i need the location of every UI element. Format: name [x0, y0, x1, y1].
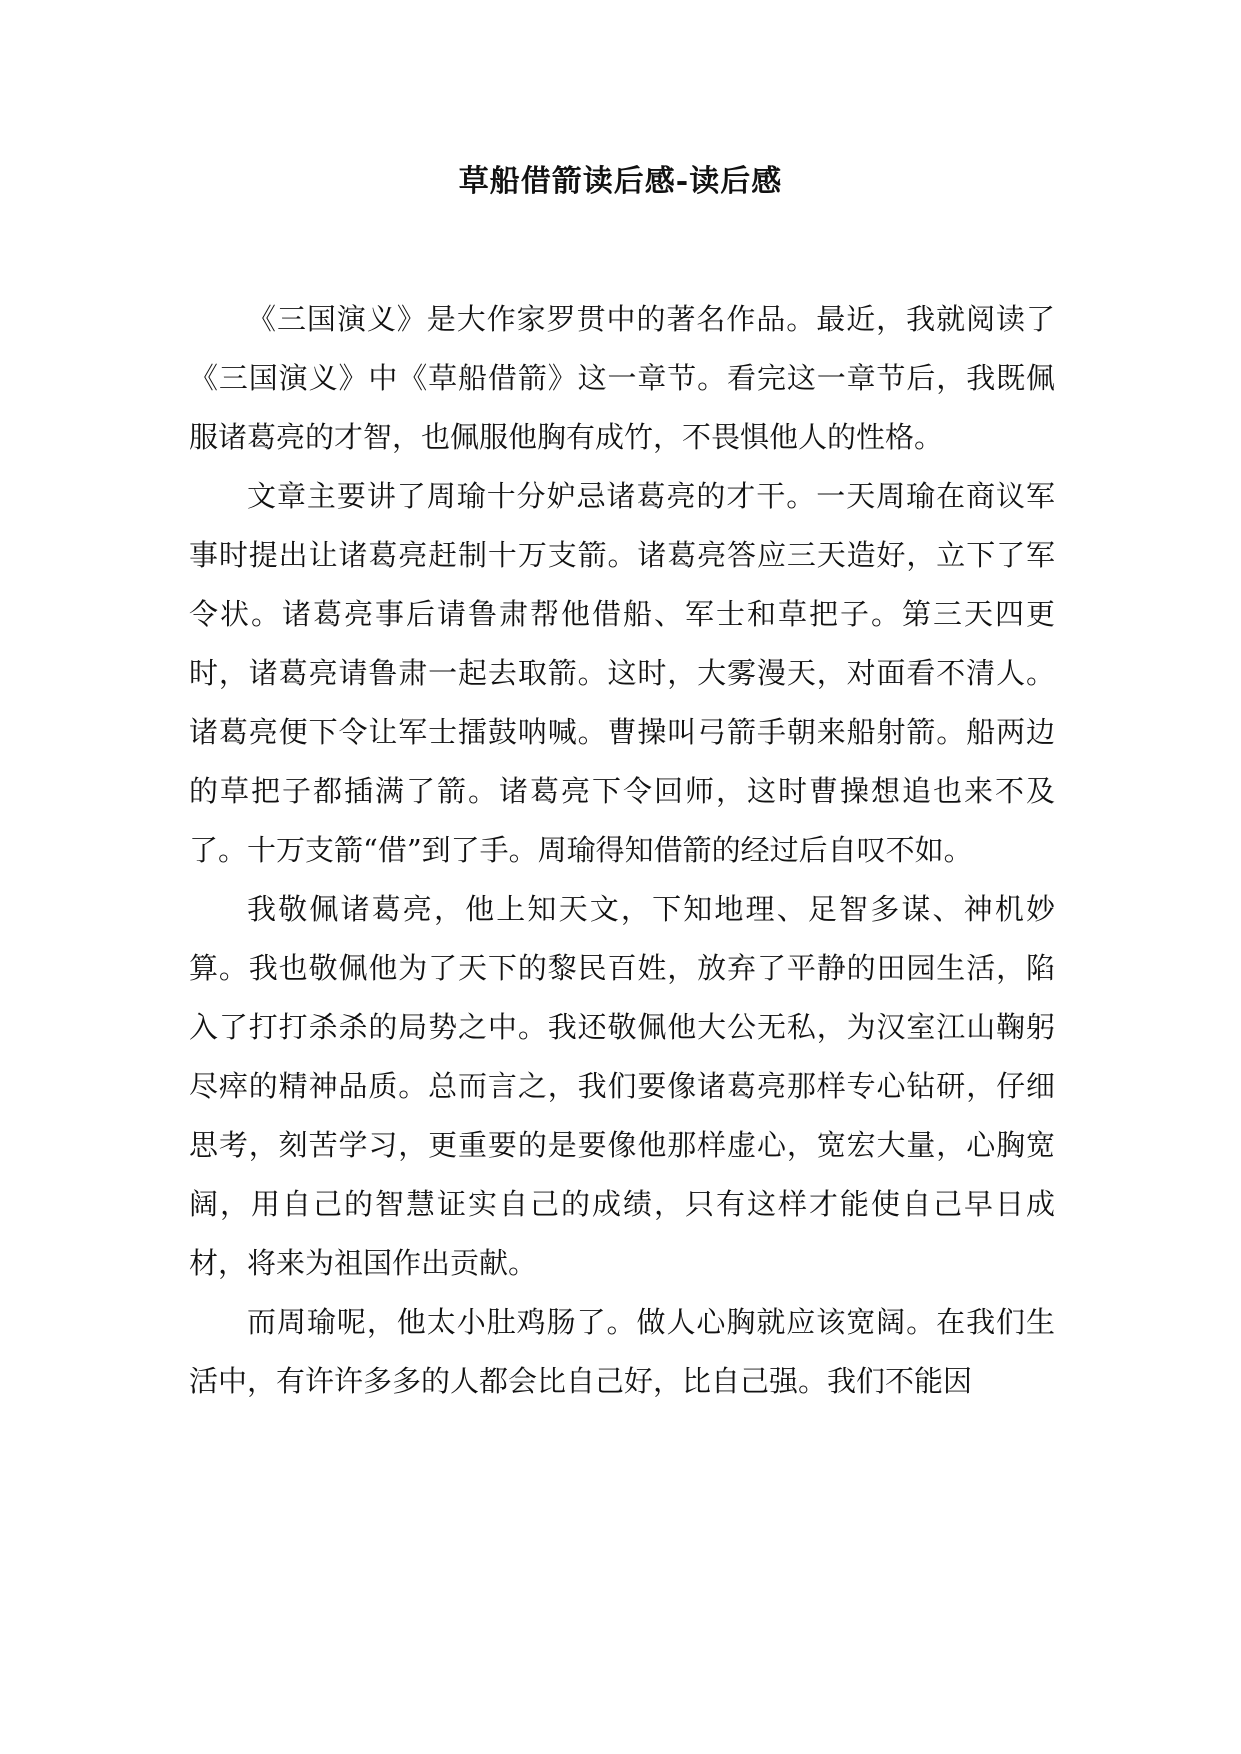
paragraph-4: 而周瑜呢，他太小肚鸡肠了。做人心胸就应该宽阔。在我们生活中，有许许多多的人都会比自己好，比自己强。我们不能因: [189, 1305, 1055, 1398]
paragraph-1: 《三国演义》是大作家罗贯中的著名作品。最近，我就阅读了《三国演义》中《草船借箭》这一章节。看完这一章节后，我既佩服诸葛亮的才智，也佩服他胸有成竹，不畏惧他人的性格。: [189, 302, 1055, 454]
document-title: 草船借箭读后感-读后感: [458, 164, 783, 199]
paragraph-3: 我敬佩诸葛亮，他上知天文，下知地理、足智多谋、神机妙算。我也敬佩他为了天下的黎民百姓，放弃了平静的田园生活，陷入了打打杀杀的局势之中。我还敬佩他大公无私，为汉室江山鞠躬尽瘁的精神品质。总而言之，我们要像诸葛亮那样专心钻研，仔细思考，刻苦学习，更重要的是要像他那样虚心，宽宏大量，心胸宽阔，用自己的智慧证实自己的成绩，只有这样才能使自己早日成材，将来为祖国作出贡献。: [189, 892, 1055, 1280]
paragraph-2: 文章主要讲了周瑜十分妒忌诸葛亮的才干。一天周瑜在商议军事时提出让诸葛亮赶制十万支箭。诸葛亮答应三天造好，立下了军令状。诸葛亮事后请鲁肃帮他借船、军士和草把子。第三天四更时，诸葛亮请鲁肃一起去取箭。这时，大雾漫天，对面看不清人。诸葛亮便下令让军士擂鼓呐喊。曹操叫弓箭手朝来船射箭。船两边的草把子都插满了箭。诸葛亮下令回师，这时曹操想追也来不及了。十万支箭“借”到了手。周瑜得知借箭的经过后自叹不如。: [189, 479, 1055, 867]
document-body: [189, 290, 1055, 1411]
